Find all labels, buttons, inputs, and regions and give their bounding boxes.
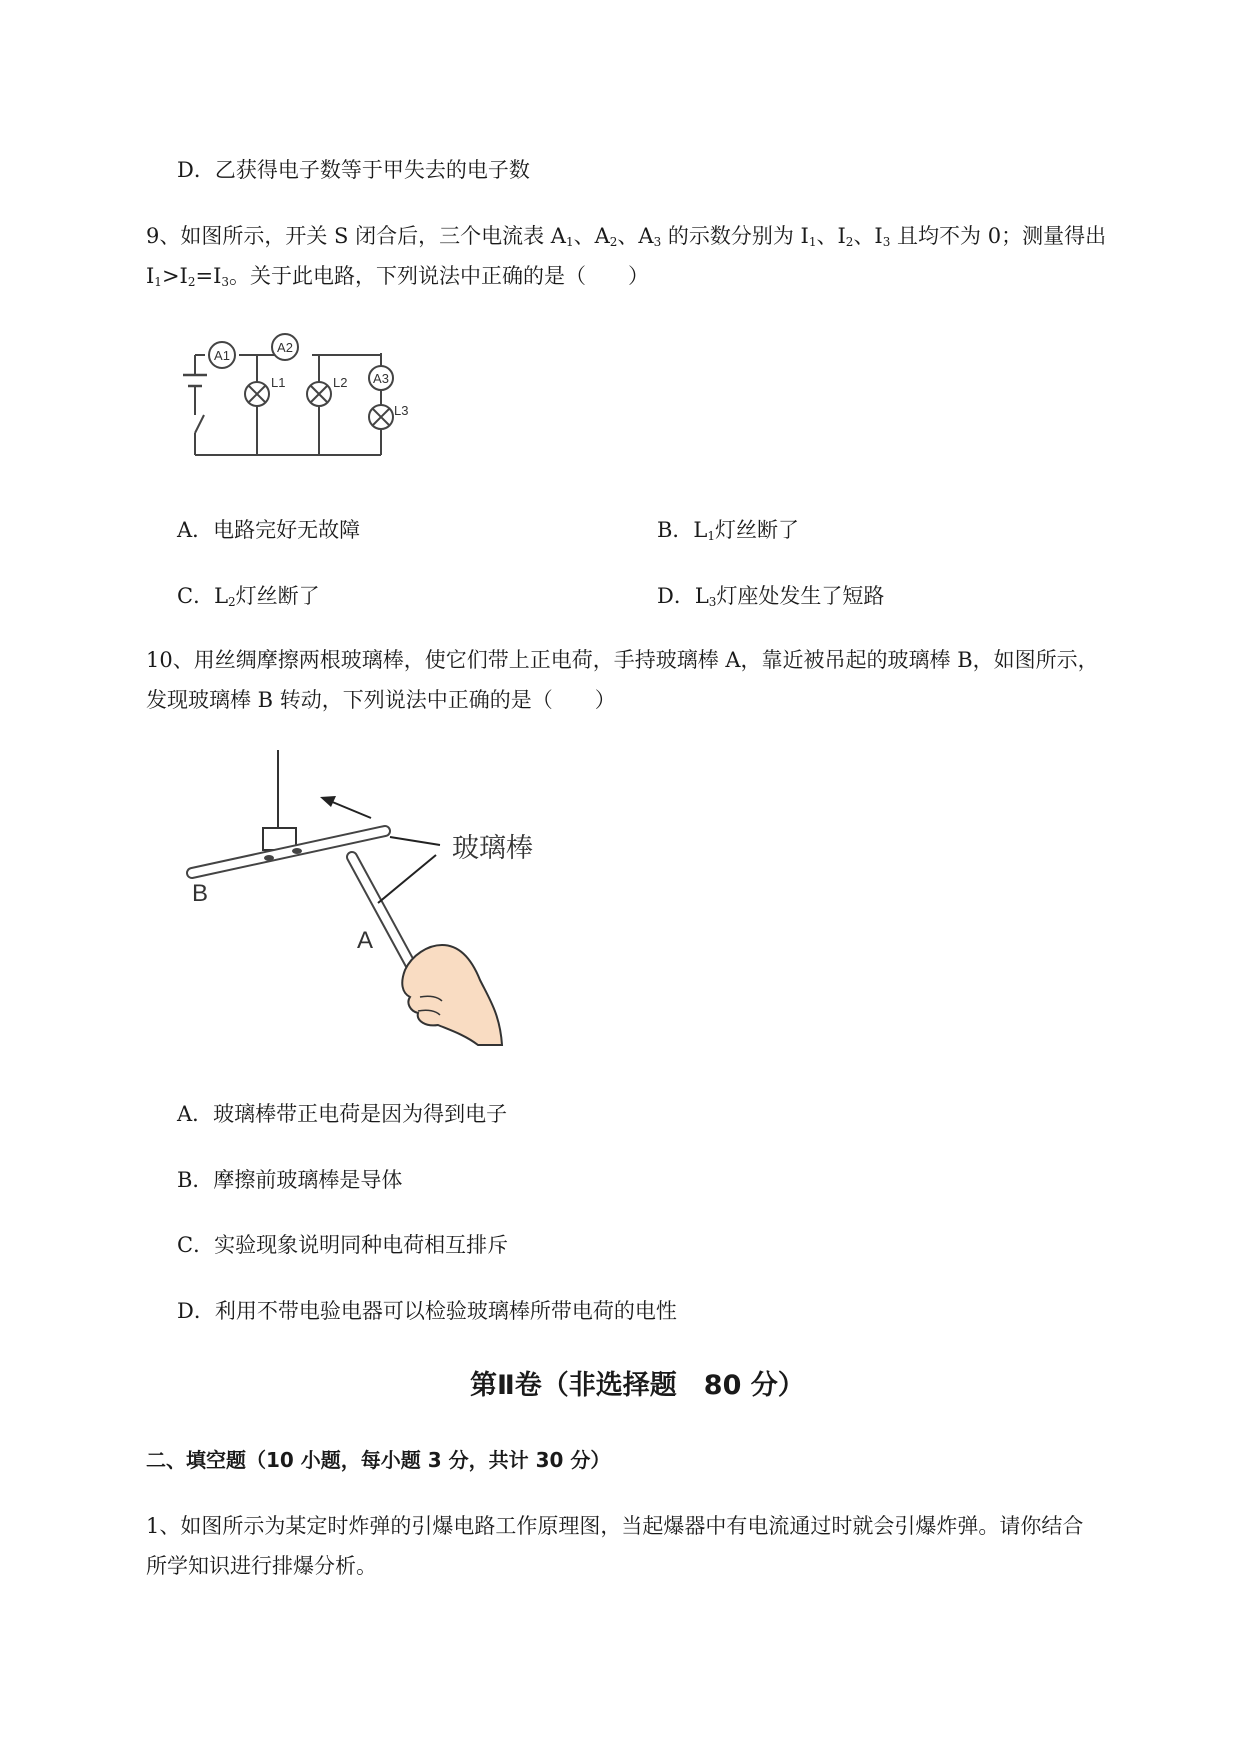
- q9-stem-line1: 9、如图所示，开关 S 闭合后，三个电流表 $A_1$、$A_2$、$A_3$ 的示数分别为 $I_1$、$I_2$、$I_3$ 且均不为 0；测量得出: [146, 224, 1107, 249]
- ammeter-a3-icon: [369, 366, 393, 390]
- label-l2: L2: [333, 375, 348, 390]
- ammeter-a2-icon: [272, 334, 298, 360]
- q9-stem-line2: $I_1>I_2=I_3$。关于此电路，下列说法中正确的是（ ）: [146, 264, 650, 289]
- label-l1: L1: [271, 375, 286, 390]
- fill-q1-line1: 1、如图所示为某定时炸弹的引爆电路工作原理图，当起爆器中有电流通过时就会引爆炸弹。请你结合: [146, 1514, 1084, 1538]
- fill-q1-line2: 所学知识进行排爆分析。: [146, 1554, 377, 1578]
- ammeter-a1-icon: [209, 342, 235, 368]
- q10-glass-rod-figure: [180, 745, 580, 1065]
- q8-option-d[interactable]: D．乙获得电子数等于甲失去的电子数: [177, 158, 530, 182]
- q10-option-d[interactable]: D．利用不带电验电器可以检验玻璃棒所带电荷的电性: [177, 1299, 677, 1323]
- q10-option-b[interactable]: B．摩擦前玻璃棒是导体: [177, 1168, 403, 1192]
- section-fill-in-heading: 二、填空题（10 小题，每小题 3 分，共计 30 分）: [146, 1448, 611, 1472]
- rotation-arrow-icon: [320, 796, 371, 818]
- svg-text:A2: A2: [277, 340, 293, 355]
- svg-text:A1: A1: [214, 348, 230, 363]
- q9-option-c[interactable]: C．$L_2$灯丝断了: [177, 584, 320, 609]
- q9-option-a[interactable]: A．电路完好无故障: [177, 518, 361, 542]
- q9-option-b[interactable]: B．$L_1$灯丝断了: [657, 518, 800, 543]
- q10-stem-line2: 发现玻璃棒 B 转动，下列说法中正确的是（ ）: [146, 688, 616, 712]
- glass-rod-label: 玻璃棒: [452, 833, 533, 863]
- q10-option-c[interactable]: C．实验现象说明同种电荷相互排斥: [177, 1233, 509, 1257]
- part2-title: 第Ⅱ卷（非选择题 80 分）: [470, 1370, 805, 1401]
- label-b: B: [192, 880, 209, 907]
- lamp-l2-icon: [307, 382, 331, 406]
- label-l3: L3: [394, 403, 409, 418]
- hand-icon: [402, 945, 502, 1045]
- label-a: A: [357, 927, 374, 954]
- q10-stem-line1: 10、用丝绸摩擦两根玻璃棒，使它们带上正电荷，手持玻璃棒 A，靠近被吊起的玻璃棒 B，如图所示，: [146, 648, 1099, 672]
- lamp-l3-icon: [369, 405, 393, 429]
- q10-option-a[interactable]: A．玻璃棒带正电荷是因为得到电子: [177, 1102, 508, 1126]
- lamp-l1-icon: [245, 382, 269, 406]
- q9-option-d[interactable]: D．$L_3$灯座处发生了短路: [657, 584, 885, 609]
- q9-circuit-diagram: [170, 325, 430, 465]
- svg-text:A3: A3: [373, 371, 389, 386]
